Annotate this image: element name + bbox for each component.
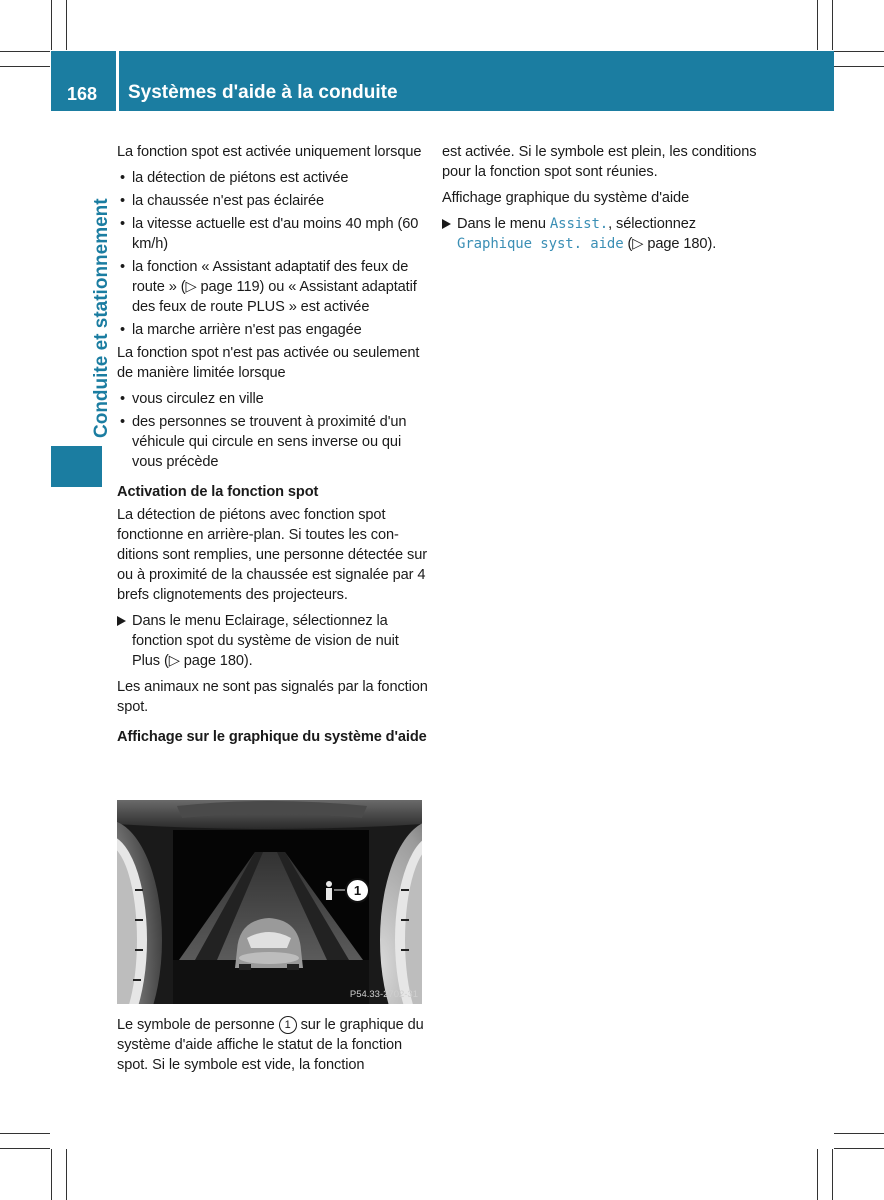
header-divider [116,51,119,111]
side-tab-marker [51,446,102,487]
crop-mark [817,1149,818,1200]
page-number: 168 [66,84,98,104]
text-run: , sélectionnez [608,216,696,232]
left-column-continued [117,1015,429,1081]
crop-mark [66,0,67,50]
list-item: • la vitesse actuelle est d'au moins 40 mph (60 km/h) [117,214,429,254]
menu-name: Assist. [549,216,609,232]
crop-mark [51,1149,52,1200]
paragraph: La détection de piétons avec fonction spot fonctionne en arrière-plan. Si toutes les conditions sont remplies, une personne détectée sur ou à proximité de la chaussée est signalée par 4 brefs clignotements des projecteurs. [117,507,427,603]
condition-list [117,168,429,340]
right-column [442,142,757,260]
crop-mark [0,51,50,52]
list-item: • des personnes se trouvent à proximité d'un véhicule qui circule en sens inverse ou qui vous précède [117,412,429,472]
crop-mark [834,66,884,67]
section-heading: Affichage sur le graphique du système d'aide [117,729,427,745]
action-arrow-icon [117,616,126,626]
chapter-title: Systèmes d'aide à la conduite [128,82,398,103]
crop-mark [66,1149,67,1200]
menu-item: Graphique syst. aide [457,236,624,252]
text-run: Dans le menu [457,216,546,232]
paragraph: La fonction spot n'est pas activée ou seulement de manière limitée lorsque [117,345,420,381]
assistance-graphic-figure [117,800,422,1004]
crop-mark [834,1148,884,1149]
crop-mark [0,1133,50,1134]
list-item: • la marche arrière n'est pas engagée [117,320,429,340]
list-item: • la chaussée n'est pas éclairée [117,191,429,211]
text-run: (▷ page 180). [627,236,717,252]
action-step [442,214,757,254]
paragraph [117,1015,429,1075]
callout-marker: 1 [345,878,370,903]
section-heading: Activation de la fonction spot [117,484,319,500]
crop-mark [834,51,884,52]
crop-mark [817,0,818,50]
paragraph: Affichage graphique du système d'aide [442,190,690,206]
list-item: • vous circulez en ville [117,389,429,409]
limitation-list [117,389,429,472]
figure-code: P54.33-2702-31 [349,989,418,1000]
action-arrow-icon [442,219,451,229]
crop-mark [834,1133,884,1134]
crop-mark [51,0,52,50]
paragraph: La fonction spot est activée uniquement lorsque [117,144,422,160]
paragraph: Les animaux ne sont pas signalés par la fonction spot. [117,679,428,715]
crop-mark [832,0,833,50]
action-step [117,611,429,671]
side-tab-label: Conduite et stationnement [91,198,112,438]
crop-mark [832,1149,833,1200]
crop-mark [0,66,50,67]
left-column [117,142,429,750]
instrument-cluster-image [117,800,422,1004]
text-run: Le symbole de personne [117,1017,275,1033]
callout-reference: 1 [279,1016,297,1034]
crop-mark [0,1148,50,1149]
paragraph: est activée. Si le symbole est plein, les conditions pour la fonction spot sont réunies. [442,144,757,180]
list-item: • la détection de piétons est activée [117,168,429,188]
list-item: • la fonction « Assistant adaptatif des feux de route » (▷ page 119) ou « Assistant adaptatif des feux de route PLUS » est activée [117,257,429,317]
text-run: sur le graphique du système d'aide affiche le statut de la fonction spot. Si le symbole est vide, la fonction [117,1017,424,1073]
action-text: Dans le menu Eclairage, sélectionnez la fonction spot du système de vision de nuit Plus (▷ page 180). [132,613,399,669]
